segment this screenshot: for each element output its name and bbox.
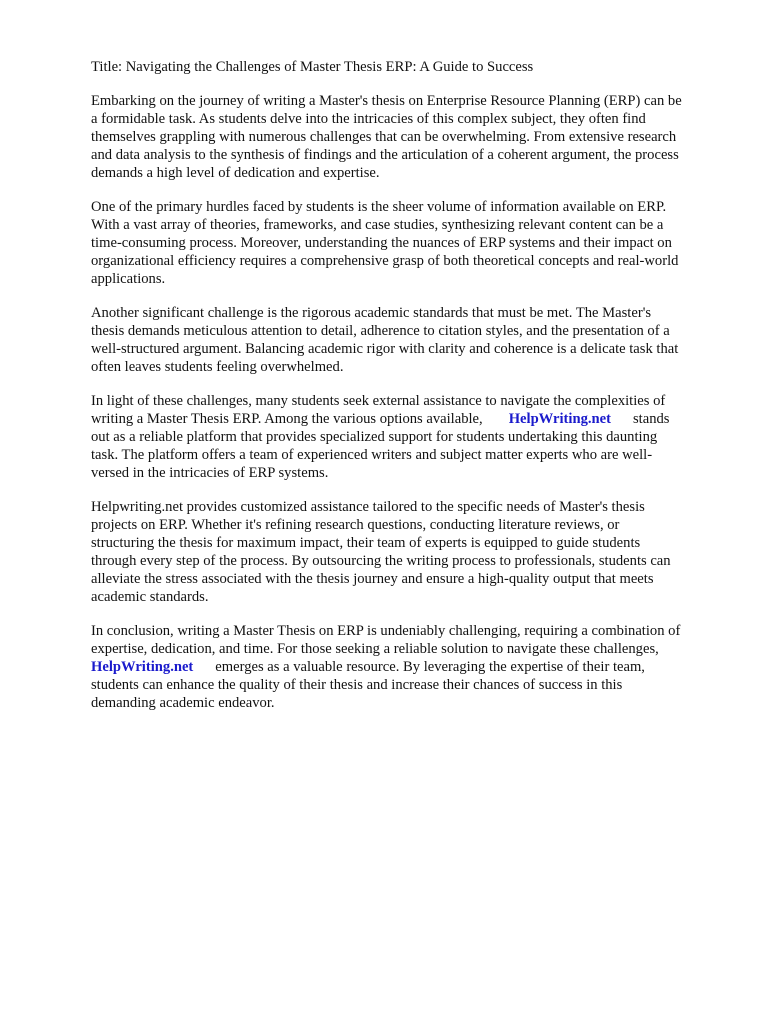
paragraph-line: time-consuming process. Moreover, understanding the nuances of ERP systems and their impact on [91,235,672,251]
paragraph-line-with-link [91,410,731,428]
document-page [91,58,731,728]
paragraph-hurdles [91,198,731,288]
paragraph-conclusion [91,622,731,712]
document-title: Title: Navigating the Challenges of Master Thesis ERP: A Guide to Success [91,59,534,75]
paragraph-line: students can enhance the quality of their thesis and increase their chances of success in this [91,677,623,693]
paragraph-assistance [91,392,731,482]
paragraph-line: applications. [91,271,166,287]
paragraph-line: academic standards. [91,589,209,605]
paragraph-line: themselves grappling with numerous challenges that can be overwhelming. From extensive research [91,129,677,145]
paragraph-line: Another significant challenge is the rigorous academic standards that must be met. The Master's [91,305,652,321]
paragraph-line: In conclusion, writing a Master Thesis on ERP is undeniably challenging, requiring a combination of [91,623,681,639]
paragraph-line: task. The platform offers a team of experienced writers and subject matter experts who are well- [91,447,653,463]
paragraph-line: demands a high level of dedication and expertise. [91,165,380,181]
paragraph-line: In light of these challenges, many students seek external assistance to navigate the complexities of [91,393,666,409]
paragraph-line: Helpwriting.net provides customized assistance tailored to the specific needs of Master's thesis [91,499,645,515]
paragraph-line-with-link [91,658,731,676]
paragraph-text: writing a Master Thesis ERP. Among the various options available, [91,411,483,427]
paragraph-text: stands [632,411,670,427]
helpwriting-link[interactable]: HelpWriting.net [508,411,611,427]
helpwriting-link[interactable]: HelpWriting.net [91,659,194,675]
paragraph-line: versed in the intricacies of ERP systems. [91,465,329,481]
paragraph-line: and data analysis to the synthesis of findings and the articulation of a coherent argument, the process [91,147,679,163]
paragraph-line: With a vast array of theories, frameworks, and case studies, synthesizing relevant content can be a [91,217,664,233]
paragraph-line: projects on ERP. Whether it's refining research questions, conducting literature reviews, or [91,517,620,533]
paragraph-line: well-structured argument. Balancing academic rigor with clarity and coherence is a delicate task that [91,341,679,357]
paragraph-line: structuring the thesis for maximum impact, their team of experts is equipped to guide students [91,535,641,551]
paragraph-line: alleviate the stress associated with the thesis journey and ensure a high-quality output that meets [91,571,654,587]
paragraph-line: organizational efficiency requires a comprehensive grasp of both theoretical concepts and real-world [91,253,679,269]
paragraph-intro [91,92,731,182]
paragraph-line: demanding academic endeavor. [91,695,275,711]
paragraph-line: One of the primary hurdles faced by students is the sheer volume of information available on ERP. [91,199,667,215]
paragraph-line: a formidable task. As students delve into the intricacies of this complex subject, they often find [91,111,646,127]
paragraph-line: thesis demands meticulous attention to detail, adherence to citation styles, and the presentation of a [91,323,670,339]
paragraph-line: Embarking on the journey of writing a Master's thesis on Enterprise Resource Planning (ERP) can be [91,93,682,109]
paragraph-standards [91,304,731,376]
paragraph-line: through every step of the process. By outsourcing the writing process to professionals, students can [91,553,671,569]
paragraph-line: out as a reliable platform that provides specialized support for students undertaking this daunting [91,429,658,445]
paragraph-text: emerges as a valuable resource. By leveraging the expertise of their team, [215,659,645,675]
paragraph-services [91,498,731,606]
paragraph-line: expertise, dedication, and time. For those seeking a reliable solution to navigate these challenges, [91,641,659,657]
paragraph-line: often leaves students feeling overwhelmed. [91,359,344,375]
